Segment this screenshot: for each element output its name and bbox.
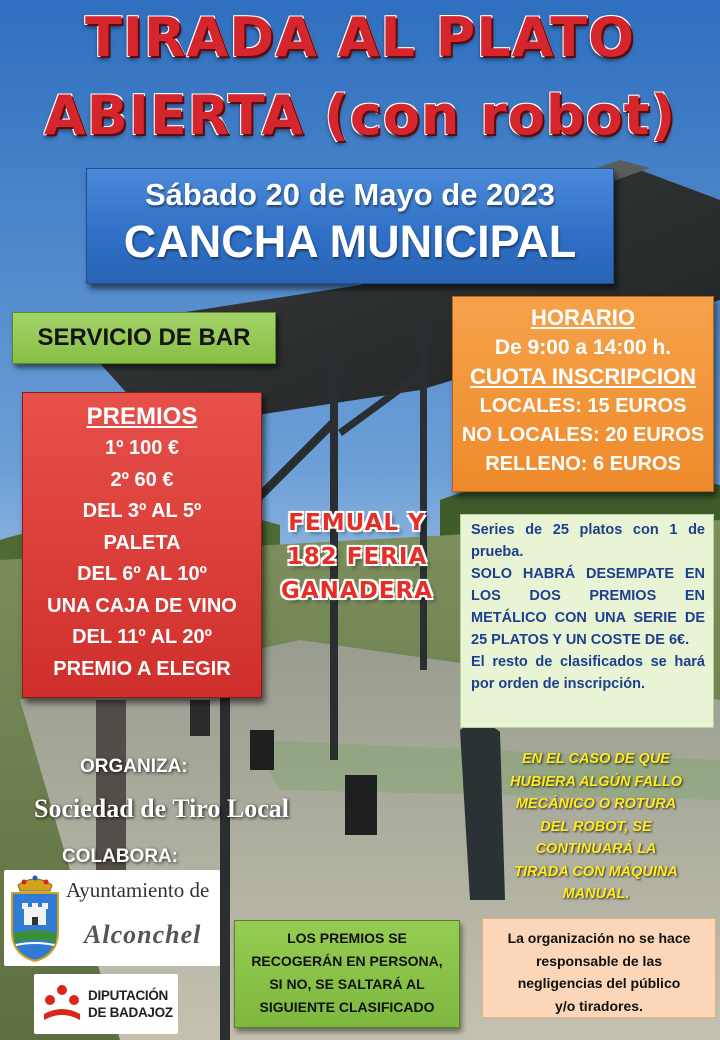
diputacion-emblem-icon bbox=[40, 984, 84, 1024]
robot-note-line: EN EL CASO DE QUE bbox=[522, 751, 670, 767]
event-venue: CANCHA MUNICIPAL bbox=[123, 216, 577, 267]
fee-refill: RELLENO: 6 EUROS bbox=[485, 453, 681, 475]
disclaimer-line: responsable de las bbox=[535, 952, 663, 969]
notice-line: RECOGERÁN EN PERSONA, bbox=[251, 953, 443, 969]
schedule-heading: HORARIO bbox=[531, 305, 635, 330]
disclaimer-line: La organización no se hace bbox=[507, 930, 691, 946]
prize-line: DEL 3º AL 5º bbox=[82, 500, 202, 522]
robot-note-line: MECÁNICO O ROTURA bbox=[515, 796, 677, 812]
schedule-box bbox=[452, 296, 714, 492]
notice-line: SI NO, SE SALTARÁ AL bbox=[269, 976, 425, 992]
prizes-box bbox=[22, 392, 262, 698]
prize-line: 2º 60 € bbox=[110, 468, 174, 491]
robot-note-line: MANUAL. bbox=[562, 886, 630, 902]
prize-line: PREMIO A ELEGIR bbox=[53, 657, 231, 680]
fair-line: 182 FERIA bbox=[286, 544, 428, 570]
fair-line: FEMUAL Y bbox=[288, 510, 426, 536]
robot-failure-note bbox=[494, 748, 698, 906]
robot-note-line: TIRADA CON MÁQUINA bbox=[514, 863, 678, 880]
fair-line: GANADERA bbox=[280, 578, 434, 604]
council-name-line-2: Alconchel bbox=[84, 920, 202, 949]
organizer-club-name: Sociedad de Tiro Local bbox=[34, 794, 289, 823]
coat-of-arms-icon bbox=[6, 873, 64, 963]
robot-note-line: DEL ROBOT, SE bbox=[540, 818, 652, 835]
council-logo bbox=[4, 870, 220, 966]
colabora-label: COLABORA: bbox=[62, 846, 179, 867]
diputacion-logo bbox=[34, 974, 178, 1034]
series-rule-text: SOLO HABRÁ DESEMPATE EN LOS DOS PREMIOS EN METÁLICO CON UNA SERIE DE 25 PLATOS Y UN COSTE DE 6€. bbox=[471, 566, 705, 648]
notice-line: LOS PREMIOS SE bbox=[287, 930, 407, 946]
prize-line: UNA CAJA DE VINO bbox=[47, 594, 237, 617]
schedule-hours: De 9:00 a 14:00 h. bbox=[494, 336, 672, 359]
prize-line: DEL 11º AL 20º bbox=[72, 626, 212, 648]
fee-non-local: NO LOCALES: 20 EUROS bbox=[461, 424, 705, 446]
bar-service-box bbox=[12, 312, 276, 364]
diputacion-name-line-2: DE BADAJOZ bbox=[88, 1005, 173, 1020]
diputacion-name-line-1: DIPUTACIÓN bbox=[88, 988, 168, 1003]
prize-pickup-notice bbox=[234, 920, 460, 1028]
council-name-line-1: Ayuntamiento de bbox=[66, 878, 210, 902]
poster-title-line-1: TIRADA AL PLATO bbox=[84, 6, 636, 69]
notice-line: SIGUIENTE CLASIFICADO bbox=[259, 999, 435, 1015]
organiza-label: ORGANIZA: bbox=[80, 756, 188, 777]
event-date: Sábado 20 de Mayo de 2023 bbox=[144, 177, 556, 212]
prize-line: DEL 6º AL 10º bbox=[77, 563, 207, 585]
series-rule-text: Series de 25 platos con 1 de prueba. bbox=[471, 522, 705, 560]
fair-label bbox=[262, 506, 452, 608]
disclaimer-line: negligencias del público bbox=[517, 975, 681, 991]
liability-disclaimer bbox=[482, 918, 716, 1018]
robot-note-line: HUBIERA ALGÚN FALLO bbox=[509, 773, 683, 790]
fee-local: LOCALES: 15 EUROS bbox=[479, 395, 687, 417]
prize-line: PALETA bbox=[103, 531, 181, 554]
prize-line: 1º 100 € bbox=[104, 437, 180, 459]
disclaimer-line: y/o tiradores. bbox=[555, 997, 643, 1014]
series-rules-box bbox=[460, 514, 714, 728]
poster-title-line-2: ABIERTA (con robot) bbox=[43, 84, 677, 147]
fee-heading: CUOTA INSCRIPCION bbox=[469, 364, 697, 389]
bar-service-label: SERVICIO DE BAR bbox=[37, 324, 251, 351]
series-rule-text: El resto de clasificados se hará por orden de inscripción. bbox=[471, 654, 705, 692]
event-date-box bbox=[86, 168, 614, 284]
prizes-heading: PREMIOS bbox=[86, 403, 198, 430]
robot-note-line: CONTINUARÁ LA bbox=[535, 841, 657, 857]
